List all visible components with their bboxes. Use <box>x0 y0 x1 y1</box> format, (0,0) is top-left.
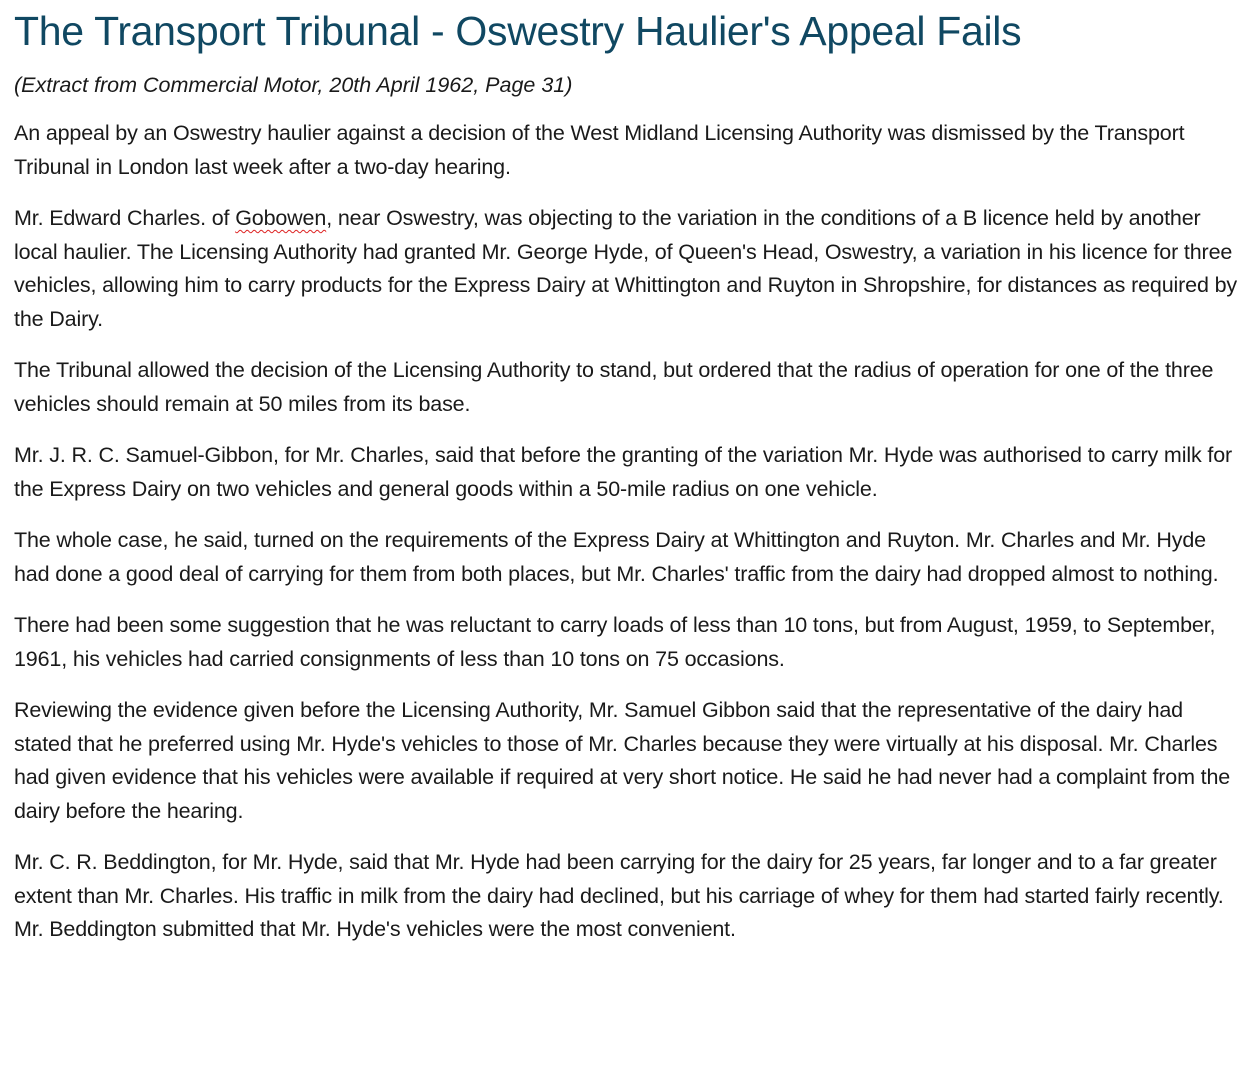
paragraph: An appeal by an Oswestry haulier against a decision of the West Midland Licensing Authority was dismissed by the Transport Tribunal in London last week after a two-day hearing. <box>14 121 1185 179</box>
document-title: The Transport Tribunal - Oswestry Haulier's Appeal Fails <box>14 8 1022 54</box>
paragraph-text: , near Oswestry, was objecting to the variation in the conditions of a B licence held by another local haulier. The Licensing Authority had granted Mr. George Hyde, of Queen's Head, Oswestry, a variation in his licence for three vehicles, allowing him to carry products for the Express Dairy at Whittington and Ruyton in Shropshire, for distances as required by the Dairy. <box>14 206 1238 331</box>
paragraph-text: Mr. Edward Charles. of <box>14 206 236 230</box>
paragraph: Mr. J. R. C. Samuel-Gibbon, for Mr. Charles, said that before the granting of the variation Mr. Hyde was authorised to carry milk for the Express Dairy on two vehicles and general goods within a 50-mile radius on one vehicle. <box>14 443 1233 501</box>
paragraph: Reviewing the evidence given before the Licensing Authority, Mr. Samuel Gibbon said that the representative of the dairy had stated that he preferred using Mr. Hyde's vehicles to those of Mr. Charles because they were virtually at his disposal. Mr. Charles had given evidence that his vehicles were available if required at very short notice. He said he had never had a complaint from the dairy before the hearing. <box>14 698 1231 823</box>
paragraph <box>14 202 1240 336</box>
paragraph: The Tribunal allowed the decision of the Licensing Authority to stand, but ordered that the radius of operation for one of the three vehicles should remain at 50 miles from its base. <box>14 358 1214 416</box>
paragraph: Mr. C. R. Beddington, for Mr. Hyde, said that Mr. Hyde had been carrying for the dairy for 25 years, far longer and to a far greater extent than Mr. Charles. His traffic in milk from the dairy had declined, but his carriage of whey for them had started fairly recently. Mr. Beddington submitted that Mr. Hyde's vehicles were the most convenient. <box>14 850 1224 941</box>
paragraph: The whole case, he said, turned on the requirements of the Express Dairy at Whittington and Ruyton. Mr. Charles and Mr. Hyde had done a good deal of carrying for them from both places, but Mr. Charles' traffic from the dairy had dropped almost to nothing. <box>14 528 1219 586</box>
document-subtitle: (Extract from Commercial Motor, 20th April 1962, Page 31) <box>14 73 573 97</box>
paragraph: There had been some suggestion that he was reluctant to carry loads of less than 10 tons, but from August, 1959, to September, 1961, his vehicles had carried consignments of less than 10 tons on 75 occasions. <box>14 613 1216 671</box>
spellcheck-flagged-word[interactable]: Gobowen <box>235 206 327 230</box>
